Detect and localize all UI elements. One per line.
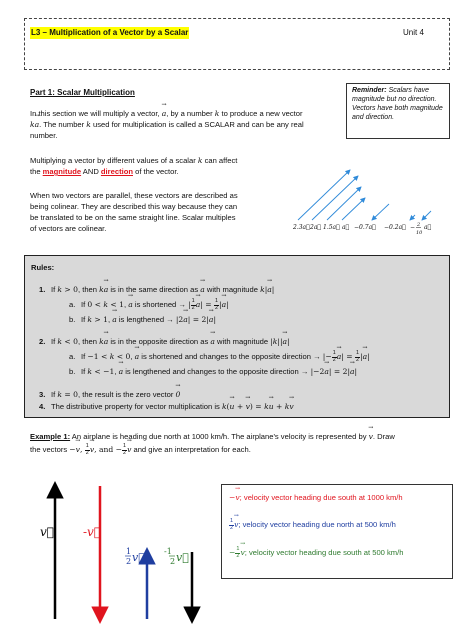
svg-text:2: 2 <box>126 557 132 566</box>
example1-text: Example 1: An airplane is heading due north at 1000 km/h. The airplane's velocity is represented by → v. Draw the vectors −→ v, $\frac{1}{2}$ → v, and − $\frac{1}{2}$ → v and give an interpretation for each. <box>30 431 450 456</box>
svg-text:2: 2 <box>417 222 421 228</box>
label-2a: 2a⃗ <box>310 224 322 231</box>
rule-1b: b. If k > 1, → a is lengthened → |2→ a| = 2|→ a| <box>69 314 216 325</box>
magnitude-keyword: magnitude <box>42 167 82 176</box>
vector-neg-half-v-label <box>164 547 189 566</box>
part1-heading: Part 1: Scalar Multiplication <box>30 88 135 97</box>
reminder-box: Reminder: Scalars have magnitude but no direction. Vectors have both magnitude and direction. <box>346 83 450 139</box>
svg-text:-1: -1 <box>164 547 172 556</box>
interpretation-neg-half-v: − $\frac{1}{2}$ → v; velocity vector heading due south at 500 km/h <box>229 547 403 559</box>
rule-2b: b. If k < −1, → a is lengthened and changes to the opposite direction → |−2→ a| = 2|→ a| <box>69 366 357 377</box>
label-a: a⃗ <box>342 224 350 231</box>
part1-paragraph-1: In this section we will multiply a vector, → a, by a number k to produce a new vector k→ a. The number k used for multiplication is called a SCALAR and can be any real number. <box>30 108 350 141</box>
example-vectors-drawing <box>30 474 215 624</box>
svg-text:a⃗: a⃗ <box>424 224 432 231</box>
rules-heading: Rules: <box>31 263 55 272</box>
example1-label: Example 1: <box>30 432 71 441</box>
interpretation-box <box>221 484 453 579</box>
label-neg-frac-a: − <box>410 224 416 231</box>
rule-2: 2. If k < 0, then k→ a is in the opposite direction as → a with magnitude |k||→ a| <box>39 336 290 347</box>
label-1.5a: 1.5a⃗ <box>323 224 340 231</box>
label-neg0.2a: −0.2a⃗ <box>384 224 406 231</box>
colinear-vectors-diagram <box>288 150 458 240</box>
svg-text:v⃗: v⃗ <box>132 551 145 564</box>
rule-4: 4. The distributive property for vector multiplication is k(→ u + → v) = k→ u + k→ v <box>39 401 294 412</box>
svg-text:2: 2 <box>170 557 176 566</box>
rule-3: 3. If k = 0, the result is the zero vector → 0 <box>39 389 180 400</box>
vector-neg0.2a <box>410 215 415 220</box>
part1-paragraph-3: When two vectors are parallel, these vectors are described as being colinear. They are described this way because they can be translated to be on the same straight line. Scalar multiples of vectors are colinear. <box>30 191 238 233</box>
part1-paragraph-2: Multiplying a vector by different values of a scalar k can affect the magnitude AND direction of the vector. <box>30 156 238 176</box>
vector-2a <box>312 176 358 220</box>
rule-2a: a. If −1 < k < 0, → a is shortened and changes to the opposite direction → |− $\frac{1}{2}$ → a| = $\frac{1}{2}$ |→ a| <box>69 351 370 363</box>
rules-box <box>24 255 450 418</box>
rule-1: 1. If k > 0, then k→ a is in the same direction as → a with magnitude k|→ a| <box>39 284 274 295</box>
vector-2.3a <box>298 170 350 220</box>
vector-neg0.7a <box>372 204 389 220</box>
vector-half-v-label <box>125 547 145 566</box>
header-box <box>24 18 450 70</box>
svg-text:10: 10 <box>416 230 423 236</box>
page-title: L3 – Multiplication of a Vector by a Scalar <box>31 28 189 37</box>
vector-1.5a <box>327 187 361 220</box>
unit-label: Unit 4 <box>403 28 424 37</box>
vector-neg-frac-a <box>422 211 431 220</box>
label-2.3a: 2.3a⃗ <box>293 224 310 231</box>
direction-keyword: direction <box>100 167 133 176</box>
rule-1a: a. If 0 < k < 1, → a is shortened → | $\frac{1}{2}$ → a| = $\frac{1}{2}$ |→ a| <box>69 299 229 311</box>
vector-neg-v-label: -v⃗ <box>83 525 102 539</box>
vector-a <box>342 198 365 220</box>
svg-text:v⃗: v⃗ <box>176 551 189 564</box>
vector-v-label: v⃗ <box>40 525 54 539</box>
svg-text:1: 1 <box>126 547 132 556</box>
label-neg0.7a: −0.7a⃗ <box>354 224 376 231</box>
interpretation-half-v: $\frac{1}{2}$ → v; velocity vector heading due north at 500 km/h <box>229 519 396 531</box>
interpretation-neg-v: −→ v; velocity vector heading due south at 1000 km/h <box>229 492 403 503</box>
